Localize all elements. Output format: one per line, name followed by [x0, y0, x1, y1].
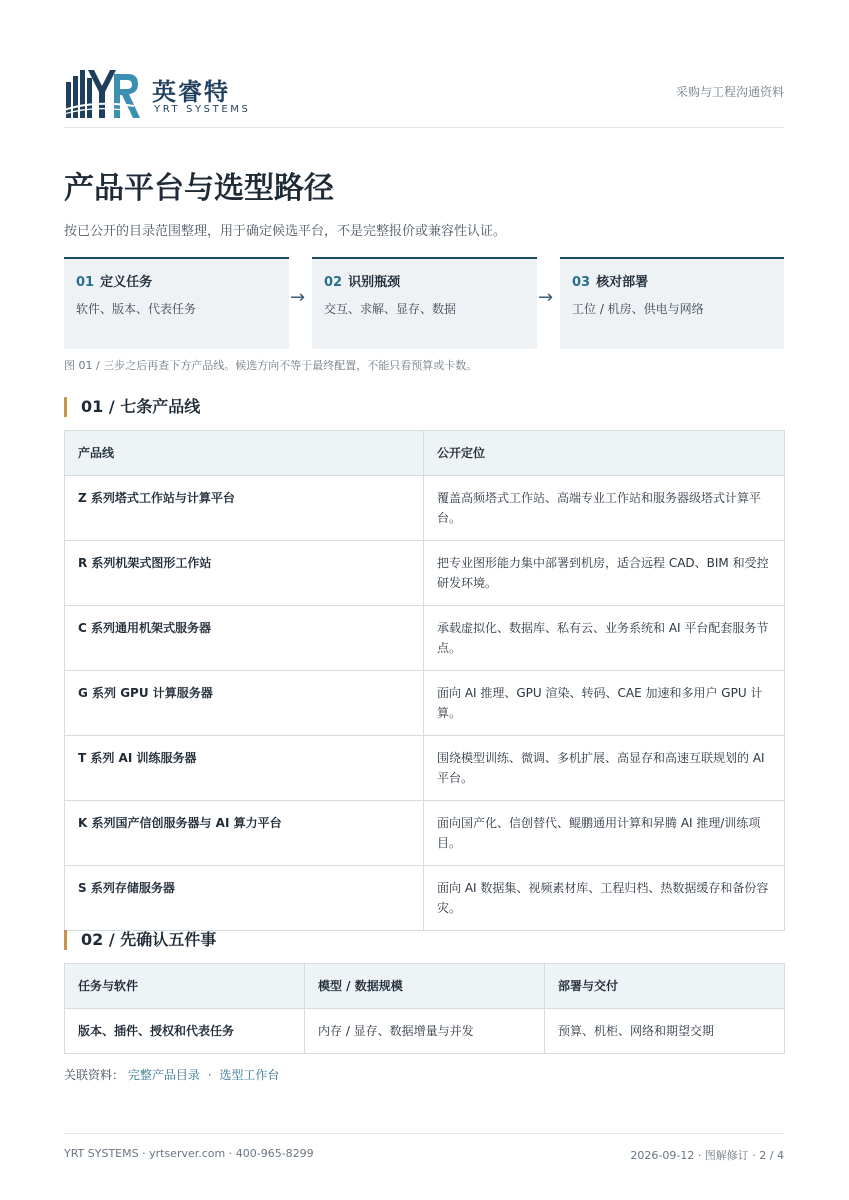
arrow-right-icon: → — [538, 287, 554, 308]
table-row — [65, 606, 785, 671]
product-line-name: G 系列 GPU 计算服务器 — [65, 671, 424, 736]
product-line-name: S 系列存储服务器 — [65, 866, 424, 931]
logo-english-name: YRT SYSTEMS — [154, 104, 251, 115]
column-header: 产品线 — [65, 431, 424, 476]
product-line-desc: 面向国产化、信创替代、鲲鹏通用计算和昇腾 AI 推理/训练项目。 — [424, 801, 785, 866]
page-footer — [64, 1133, 784, 1162]
product-line-desc: 把专业图形能力集中部署到机房，适合远程 CAD、BIM 和受控研发环境。 — [424, 541, 785, 606]
product-line-name: C 系列通用机架式服务器 — [65, 606, 424, 671]
product-line-name: K 系列国产信创服务器与 AI 算力平台 — [65, 801, 424, 866]
section-heading-five-things: 02 / 先确认五件事 — [64, 930, 216, 950]
product-line-name: Z 系列塔式工作站与计算平台 — [65, 476, 424, 541]
section-heading-product-lines: 01 / 七条产品线 — [64, 397, 200, 417]
step-body: 交互、求解、显存、数据 — [324, 302, 457, 316]
arrow-right-icon: → — [290, 287, 306, 308]
step-3 — [560, 257, 784, 349]
figure-caption: 图 01 / 三步之后再查下方产品线。候选方向不等于最终配置，不能只看预算或卡数。 — [64, 359, 478, 372]
table-row — [65, 476, 785, 541]
column-header: 任务与软件 — [65, 964, 305, 1009]
product-line-name: R 系列机架式图形工作站 — [65, 541, 424, 606]
product-line-desc: 围绕模型训练、微调、多机扩展、高显存和高速互联规划的 AI 平台。 — [424, 736, 785, 801]
table-row — [65, 866, 785, 931]
product-line-desc: 面向 AI 数据集、视频素材库、工程归档、热数据缓存和备份容灾。 — [424, 866, 785, 931]
logo-chinese-name: 英睿特 — [152, 78, 230, 106]
table-header-row — [65, 964, 785, 1009]
page-title: 产品平台与选型路径 — [64, 171, 334, 206]
page-subtitle: 按已公开的目录范围整理，用于确定候选平台，不是完整报价或兼容性认证。 — [64, 224, 507, 239]
product-line-desc: 面向 AI 推理、GPU 渲染、转码、CAE 加速和多用户 GPU 计算。 — [424, 671, 785, 736]
confirm-items-table — [64, 963, 785, 1054]
product-line-name: T 系列 AI 训练服务器 — [65, 736, 424, 801]
step-title: 识别瓶颈 — [348, 275, 401, 290]
step-1 — [64, 257, 289, 349]
table-row — [65, 801, 785, 866]
step-title: 定义任务 — [100, 275, 153, 290]
table-row — [65, 671, 785, 736]
link-full-catalog[interactable]: 完整产品目录 — [127, 1068, 200, 1082]
page-header — [64, 64, 784, 128]
table-row — [65, 1009, 785, 1054]
table-cell: 内存 / 显存、数据增量与并发 — [305, 1009, 545, 1054]
column-header: 部署与交付 — [545, 964, 785, 1009]
related-resources — [64, 1066, 279, 1083]
step-number: 01 — [76, 275, 95, 290]
footer-contact: YRT SYSTEMS · yrtserver.com · 400-965-8299 — [64, 1147, 314, 1160]
column-header: 模型 / 数据规模 — [305, 964, 545, 1009]
related-label: 关联资料： — [64, 1068, 125, 1082]
step-body: 软件、版本、代表任务 — [76, 302, 197, 316]
table-cell: 预算、机柜、网络和期望交期 — [545, 1009, 785, 1054]
step-number: 03 — [572, 275, 591, 290]
step-2 — [312, 257, 537, 349]
footer-page-info: 2026-09-12 · 图解修订 · 2 / 4 — [630, 1149, 784, 1162]
process-steps — [64, 257, 784, 349]
product-line-desc: 承载虚拟化、数据库、私有云、业务系统和 AI 平台配套服务节点。 — [424, 606, 785, 671]
link-selection-workbench[interactable]: 选型工作台 — [219, 1068, 280, 1082]
column-header: 公开定位 — [424, 431, 785, 476]
product-lines-table — [64, 430, 785, 931]
step-title: 核对部署 — [596, 275, 649, 290]
step-body: 工位 / 机房、供电与网络 — [572, 302, 704, 316]
table-row — [65, 541, 785, 606]
document-category: 采购与工程沟通资料 — [675, 85, 784, 99]
company-logo — [64, 66, 254, 120]
table-cell: 版本、插件、授权和代表任务 — [65, 1009, 305, 1054]
link-separator: · — [207, 1068, 212, 1082]
step-number: 02 — [324, 275, 343, 290]
table-row — [65, 736, 785, 801]
table-header-row — [65, 431, 785, 476]
yrt-logo-icon — [64, 66, 142, 120]
product-line-desc: 覆盖高频塔式工作站、高端专业工作站和服务器级塔式计算平台。 — [424, 476, 785, 541]
